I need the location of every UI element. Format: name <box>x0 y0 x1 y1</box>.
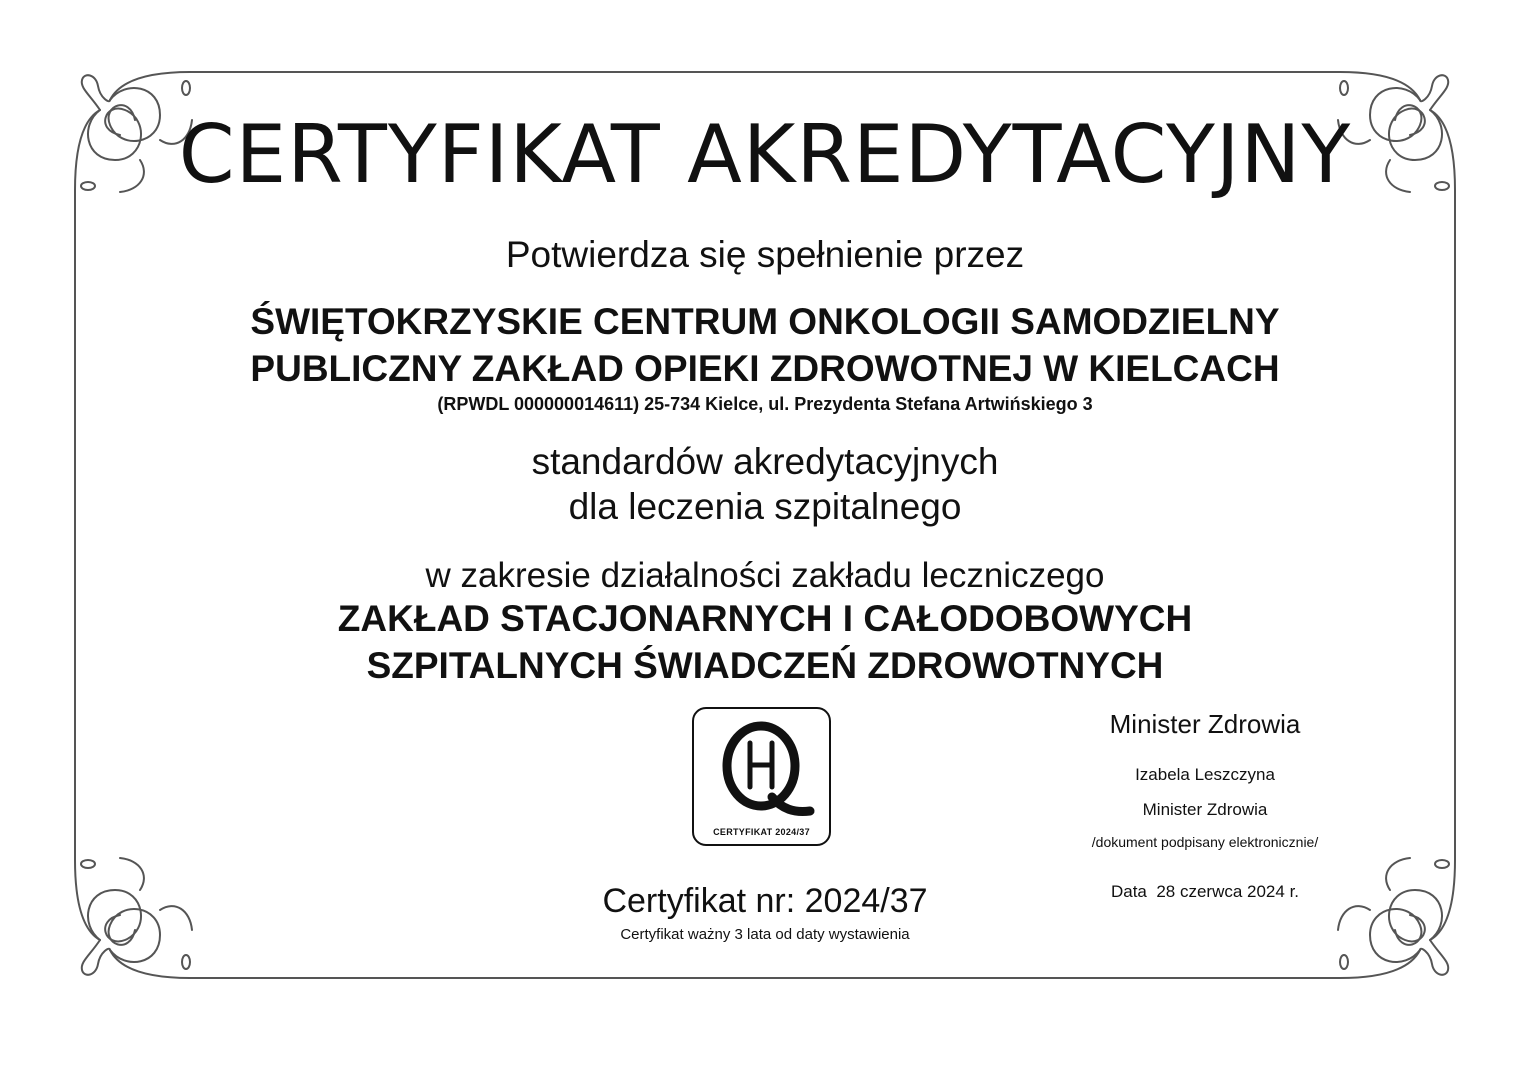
unit-name-line2: SZPITALNYCH ŚWIADCZEŃ ZDROWOTNYCH <box>366 645 1164 686</box>
issue-date: Data 28 czerwca 2024 r. <box>1110 882 1300 901</box>
standards-line1: standardów akredytacyjnych <box>531 441 999 482</box>
confirmation-text: Potwierdza się spełnienie przez <box>505 234 1025 275</box>
unit-name-line1: ZAKŁAD STACJONARNYCH I CAŁODOBOWYCH <box>337 598 1193 639</box>
electronic-signature-note: /dokument podpisany elektronicznie/ <box>1091 834 1319 850</box>
organization-name-line1: ŚWIĘTOKRZYSKIE CENTRUM ONKOLOGII SAMODZIELNY <box>250 301 1280 342</box>
certificate-title: CERTYFIKAT AKREDYTACYJNY <box>178 108 1352 201</box>
signatory-role: Minister Zdrowia <box>1142 800 1268 819</box>
logo-caption: CERTYFIKAT 2024/37 <box>713 827 810 837</box>
signatory-title: Minister Zdrowia <box>1109 709 1301 739</box>
quality-hq-logo-icon <box>694 709 829 827</box>
standards-line2: dla leczenia szpitalnego <box>568 486 962 527</box>
certificate-validity: Certyfikat ważny 3 lata od daty wystawienia <box>620 926 910 943</box>
quality-logo <box>692 707 831 846</box>
organization-name-line2: PUBLICZNY ZAKŁAD OPIEKI ZDROWOTNEJ W KIELCACH <box>250 348 1280 389</box>
certificate-number: Certyfikat nr: 2024/37 <box>602 882 928 920</box>
scope-text: w zakresie działalności zakładu leczniczego <box>425 556 1105 595</box>
organization-address: (RPWDL 000000014611) 25-734 Kielce, ul. Prezydenta Stefana Artwińskiego 3 <box>437 394 1093 414</box>
signatory-name: Izabela Leszczyna <box>1135 765 1275 784</box>
